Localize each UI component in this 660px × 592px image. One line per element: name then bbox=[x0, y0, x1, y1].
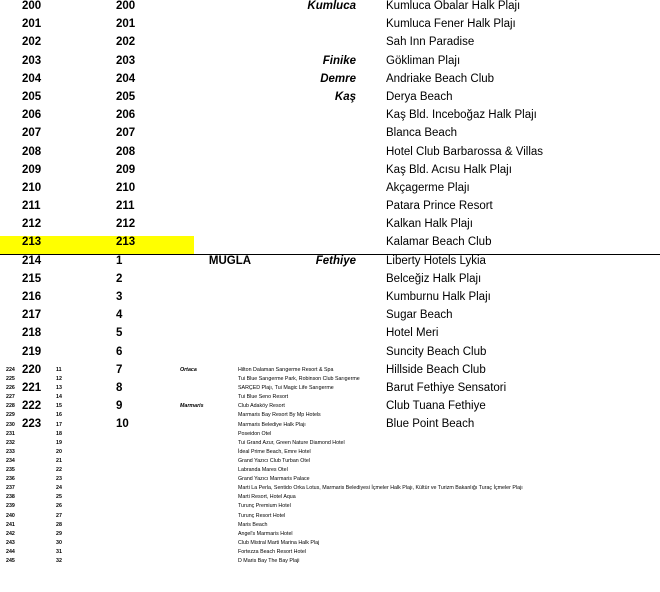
row-sequence-cell: 210 bbox=[116, 181, 136, 194]
row-sequence-cell: 201 bbox=[116, 18, 136, 31]
row-sequence-cell: 16 bbox=[56, 412, 62, 419]
row-district-cell: Ortaca bbox=[180, 367, 197, 373]
table-row bbox=[0, 164, 660, 182]
row-district-cell: Fethiye bbox=[315, 255, 356, 268]
table-row bbox=[0, 55, 660, 73]
row-province-cell bbox=[194, 327, 266, 345]
row-province-cell bbox=[148, 384, 180, 393]
row-sequence-cell: 213 bbox=[94, 236, 194, 254]
row-facility-cell: Club Mistral Marti Marina Halk Plaj bbox=[238, 539, 320, 546]
row-number-cell: 206 bbox=[22, 109, 42, 122]
row-number-cell: 240 bbox=[6, 512, 15, 519]
row-facility-cell: Turunç Premium Hotel bbox=[238, 503, 291, 510]
table-row bbox=[0, 346, 660, 364]
row-facility-cell: Kumburnu Halk Plajı bbox=[386, 291, 491, 303]
row-sequence-cell: 19 bbox=[56, 439, 62, 446]
row-sequence-cell: 202 bbox=[116, 36, 136, 49]
table-row bbox=[0, 36, 660, 54]
row-number-cell: 228 bbox=[6, 403, 15, 410]
row-number-cell: 239 bbox=[6, 503, 15, 510]
row-district-cell bbox=[266, 127, 364, 145]
row-province-cell bbox=[148, 393, 180, 402]
row-number-cell: 221 bbox=[22, 381, 42, 394]
row-sequence-cell: 1 bbox=[116, 255, 123, 268]
table-row bbox=[0, 375, 660, 384]
row-facility-cell: Blanca Beach bbox=[386, 127, 457, 140]
row-facility-cell: Kalkan Halk Plajı bbox=[386, 218, 473, 231]
row-facility-cell: Poseidon Otel bbox=[238, 430, 272, 437]
row-district-cell bbox=[180, 384, 238, 393]
row-number-cell: 219 bbox=[22, 345, 42, 358]
table-row bbox=[0, 127, 660, 145]
row-district-cell bbox=[266, 146, 364, 164]
row-province-cell bbox=[194, 18, 266, 36]
row-sequence-cell: 24 bbox=[56, 485, 62, 492]
row-province-cell bbox=[194, 218, 266, 236]
row-number-cell: 218 bbox=[22, 327, 42, 340]
table-row bbox=[0, 430, 660, 439]
row-number-cell: 205 bbox=[22, 90, 42, 103]
row-number-cell: 236 bbox=[6, 476, 15, 483]
beach-facilities-table-lower bbox=[0, 363, 660, 566]
row-province-cell bbox=[148, 557, 180, 566]
row-sequence-cell: 203 bbox=[116, 54, 136, 67]
row-number-cell: 201 bbox=[22, 18, 42, 31]
row-province-cell bbox=[148, 375, 180, 384]
row-district-cell: Kaş bbox=[334, 90, 356, 103]
row-number-cell: 229 bbox=[6, 412, 15, 419]
table-row bbox=[0, 439, 660, 448]
row-province-cell bbox=[148, 411, 180, 420]
row-district-cell bbox=[266, 309, 364, 327]
table-row bbox=[0, 146, 660, 164]
row-province-cell bbox=[148, 366, 180, 375]
table-row bbox=[0, 521, 660, 530]
table-row bbox=[0, 200, 660, 218]
row-number-cell: 238 bbox=[6, 494, 15, 501]
row-sequence-cell: 209 bbox=[116, 163, 136, 176]
row-district-cell bbox=[180, 411, 238, 420]
row-facility-cell: Barut Fethiye Sensatori bbox=[386, 381, 507, 394]
row-facility-cell: Hilton Dalaman Sarıgerme Resort & Spa bbox=[238, 367, 334, 373]
table-row bbox=[0, 18, 660, 36]
row-number-cell: 208 bbox=[22, 145, 42, 158]
row-sequence-cell: 207 bbox=[116, 127, 136, 140]
row-facility-cell: İdeal Prime Beach, Emre Hotel bbox=[238, 448, 311, 455]
lower-table-section bbox=[0, 363, 660, 566]
row-facility-cell: Club Adaköy Resort bbox=[238, 403, 285, 410]
row-sequence-cell: 200 bbox=[116, 0, 136, 12]
row-sequence-cell: 205 bbox=[116, 90, 136, 103]
row-facility-cell: SARÇED Plajı, Tui Magic Life Sarıgerme bbox=[238, 385, 334, 392]
row-facility-cell: Kaş Bld. Acısu Halk Plajı bbox=[386, 163, 512, 176]
row-facility-cell: Grand Yazıcı Club Turban Otel bbox=[238, 457, 310, 464]
row-sequence-cell: 3 bbox=[116, 291, 123, 303]
row-province-cell bbox=[194, 291, 266, 309]
row-number-cell: 245 bbox=[6, 557, 15, 564]
row-district-cell bbox=[180, 439, 238, 448]
row-number-cell: 226 bbox=[6, 385, 15, 392]
row-province-cell bbox=[194, 164, 266, 182]
row-facility-cell: Sah Inn Paradise bbox=[386, 36, 475, 49]
row-district-cell bbox=[180, 475, 238, 484]
row-sequence-cell: 14 bbox=[56, 394, 62, 401]
row-number-cell: 237 bbox=[6, 485, 15, 492]
row-sequence-cell: 208 bbox=[116, 145, 136, 158]
table-row bbox=[0, 91, 660, 109]
row-district-cell bbox=[180, 548, 238, 557]
row-province-cell bbox=[148, 539, 180, 548]
table-row bbox=[0, 327, 660, 345]
table-row bbox=[0, 0, 660, 18]
row-number-cell: 241 bbox=[6, 521, 15, 528]
row-number-cell: 227 bbox=[6, 394, 15, 401]
row-number-cell: 213 bbox=[0, 236, 94, 254]
row-province-cell: MUĞLA bbox=[208, 255, 252, 268]
row-district-cell bbox=[180, 457, 238, 466]
row-sequence-cell: 28 bbox=[56, 521, 62, 528]
row-facility-cell: Kumluca Obalar Halk Plajı bbox=[386, 0, 521, 12]
row-facility-cell: Blue Point Beach bbox=[386, 418, 475, 431]
table-row bbox=[0, 421, 660, 430]
row-district-cell bbox=[180, 521, 238, 530]
row-province-cell bbox=[194, 73, 266, 91]
row-province-cell bbox=[194, 109, 266, 127]
row-district-cell: Demre bbox=[320, 72, 356, 85]
lower-table-body bbox=[0, 363, 660, 566]
row-sequence-cell: 15 bbox=[56, 403, 62, 410]
row-province-cell bbox=[194, 91, 266, 109]
row-facility-cell: Patara Prince Resort bbox=[386, 200, 493, 213]
row-district-cell bbox=[180, 375, 238, 384]
row-district-cell bbox=[180, 421, 238, 430]
row-number-cell: 235 bbox=[6, 467, 15, 474]
row-sequence-cell: 20 bbox=[56, 448, 62, 455]
table-row bbox=[0, 539, 660, 548]
row-district-cell bbox=[266, 291, 364, 309]
table-row bbox=[0, 466, 660, 475]
row-province-cell bbox=[194, 55, 266, 73]
row-sequence-cell: 13 bbox=[56, 385, 62, 392]
row-sequence-cell: 21 bbox=[56, 457, 62, 464]
row-facility-cell: Belceğiz Halk Plajı bbox=[386, 272, 482, 285]
row-facility-cell: Grand Yazıcı Marmaris Palace bbox=[238, 476, 310, 483]
row-district-cell bbox=[180, 539, 238, 548]
row-province-cell bbox=[194, 346, 266, 364]
table-row bbox=[0, 236, 660, 254]
row-district-cell bbox=[180, 430, 238, 439]
table-row bbox=[0, 512, 660, 521]
row-number-cell: 214 bbox=[22, 255, 42, 268]
row-facility-cell: Hotel Club Barbarossa & Villas bbox=[386, 145, 544, 158]
row-district-cell: Kumluca bbox=[307, 0, 356, 12]
row-sequence-cell: 26 bbox=[56, 503, 62, 510]
row-province-cell bbox=[194, 127, 266, 145]
row-number-cell: 230 bbox=[6, 421, 15, 428]
row-number-cell: 224 bbox=[6, 367, 15, 373]
row-sequence-cell: 2 bbox=[116, 272, 123, 285]
table-row bbox=[0, 530, 660, 539]
row-facility-cell: Marti Resort, Hotel Aqua bbox=[238, 494, 296, 501]
row-district-cell bbox=[180, 530, 238, 539]
row-district-cell bbox=[180, 502, 238, 511]
table-row bbox=[0, 411, 660, 420]
table-row bbox=[0, 548, 660, 557]
row-sequence-cell: 9 bbox=[116, 400, 123, 413]
row-province-cell bbox=[194, 146, 266, 164]
row-facility-cell: Fortezza Beach Resort Hotel bbox=[238, 548, 307, 555]
row-district-cell bbox=[180, 393, 238, 402]
row-sequence-cell: 206 bbox=[116, 109, 136, 122]
row-number-cell: 242 bbox=[6, 530, 15, 537]
row-province-cell bbox=[148, 548, 180, 557]
row-province-cell bbox=[148, 457, 180, 466]
row-number-cell: 231 bbox=[6, 430, 15, 437]
row-number-cell: 210 bbox=[22, 181, 42, 194]
row-facility-cell: Kaş Bld. İnceboğaz Halk Plajı bbox=[386, 109, 537, 122]
row-district-cell bbox=[180, 484, 238, 493]
row-sequence-cell: 32 bbox=[56, 557, 62, 564]
table-row bbox=[0, 309, 660, 327]
row-district-cell bbox=[180, 557, 238, 566]
row-facility-cell: Angel's Marmaris Hotel bbox=[238, 530, 293, 537]
row-facility-cell: Sugar Beach bbox=[386, 309, 453, 322]
row-facility-cell: Akçagerme Plajı bbox=[386, 181, 470, 194]
row-facility-cell: Suncity Beach Club bbox=[386, 345, 487, 358]
row-facility-cell: Marti La Perla, Sentido Orka Lotus, Marmaris Belediyesi İçmeler Halk Plajı, Kültür ve Turizm Bakanlığı Turaç İçmeler Plajı bbox=[238, 485, 523, 492]
row-sequence-cell: 8 bbox=[116, 381, 123, 394]
row-sequence-cell: 204 bbox=[116, 72, 136, 85]
row-number-cell: 211 bbox=[22, 200, 41, 213]
row-number-cell: 222 bbox=[22, 400, 42, 413]
row-province-cell bbox=[148, 502, 180, 511]
row-number-cell: 234 bbox=[6, 457, 15, 464]
row-district-cell bbox=[180, 493, 238, 502]
row-sequence-cell: 23 bbox=[56, 476, 62, 483]
row-number-cell: 202 bbox=[22, 36, 42, 49]
row-district-cell: Marmaris bbox=[180, 403, 204, 410]
row-sequence-cell: 6 bbox=[116, 345, 123, 358]
table-row bbox=[0, 255, 660, 273]
row-province-cell bbox=[148, 466, 180, 475]
row-province-cell bbox=[148, 512, 180, 521]
row-district-cell bbox=[266, 236, 364, 254]
row-district-cell: Finike bbox=[322, 54, 356, 67]
row-province-cell bbox=[148, 484, 180, 493]
row-sequence-cell: 211 bbox=[116, 200, 135, 213]
row-number-cell: 223 bbox=[22, 418, 42, 431]
row-sequence-cell: 5 bbox=[116, 327, 123, 340]
row-province-cell bbox=[148, 521, 180, 530]
row-number-cell: 203 bbox=[22, 54, 42, 67]
row-facility-cell: Hillside Beach Club bbox=[386, 363, 486, 376]
row-district-cell bbox=[266, 218, 364, 236]
row-number-cell: 233 bbox=[6, 448, 15, 455]
table-row bbox=[0, 502, 660, 511]
row-facility-cell: Tui Grand Azur, Green Nature Diamond Hotel bbox=[238, 439, 345, 446]
row-facility-cell: Club Tuana Fethiye bbox=[386, 400, 486, 413]
table-row bbox=[0, 484, 660, 493]
row-sequence-cell: 27 bbox=[56, 512, 62, 519]
table-row bbox=[0, 366, 660, 375]
row-number-cell: 209 bbox=[22, 163, 42, 176]
row-number-cell: 217 bbox=[22, 309, 42, 322]
row-province-cell bbox=[148, 421, 180, 430]
table-row bbox=[0, 457, 660, 466]
table-row bbox=[0, 393, 660, 402]
row-facility-cell: Hotel Meri bbox=[386, 327, 439, 340]
row-province-cell bbox=[148, 493, 180, 502]
row-sequence-cell: 30 bbox=[56, 539, 62, 546]
row-district-cell bbox=[180, 448, 238, 457]
row-district-cell bbox=[266, 273, 364, 291]
row-sequence-cell: 31 bbox=[56, 548, 62, 555]
row-facility-cell: Marmaris Belediye Halk Plajı bbox=[238, 421, 306, 428]
row-province-cell bbox=[194, 36, 266, 54]
row-number-cell: 200 bbox=[22, 0, 42, 12]
row-district-cell bbox=[266, 36, 364, 54]
table-row bbox=[0, 557, 660, 566]
row-district-cell bbox=[266, 109, 364, 127]
row-district-cell bbox=[180, 512, 238, 521]
table-row bbox=[0, 218, 660, 236]
row-facility-cell: Maris Beach bbox=[238, 521, 268, 528]
row-number-cell: 215 bbox=[22, 272, 42, 285]
row-facility-cell: Tui Blue Seno Resort bbox=[238, 394, 289, 401]
row-number-cell: 225 bbox=[6, 376, 15, 383]
row-number-cell: 232 bbox=[6, 439, 15, 446]
row-sequence-cell: 10 bbox=[116, 418, 129, 431]
row-facility-cell: Labranda Mares Otel bbox=[238, 467, 288, 474]
row-province-cell bbox=[194, 200, 266, 218]
row-facility-cell: Kumluca Fener Halk Plajı bbox=[386, 18, 516, 31]
table-row bbox=[0, 273, 660, 291]
row-number-cell: 207 bbox=[22, 127, 42, 140]
row-facility-cell: Tui Blue Sarıgerme Park, Robinson Club Sarıgerme bbox=[238, 376, 360, 383]
row-facility-cell: Liberty Hotels Lykia bbox=[386, 255, 486, 268]
row-facility-cell: Kalamar Beach Club bbox=[364, 236, 660, 254]
row-number-cell: 212 bbox=[22, 218, 42, 231]
row-province-cell bbox=[194, 309, 266, 327]
row-sequence-cell: 11 bbox=[56, 367, 62, 373]
row-sequence-cell: 18 bbox=[56, 430, 62, 437]
row-province-cell bbox=[148, 402, 180, 411]
table-row bbox=[0, 475, 660, 484]
row-province-cell bbox=[148, 448, 180, 457]
table-row bbox=[0, 384, 660, 393]
row-number-cell: 204 bbox=[22, 72, 42, 85]
row-district-cell bbox=[266, 18, 364, 36]
row-facility-cell: Gökliman Plajı bbox=[386, 54, 461, 67]
row-province-cell bbox=[194, 0, 266, 18]
row-sequence-cell: 12 bbox=[56, 376, 62, 383]
row-facility-cell: Derya Beach bbox=[386, 90, 453, 103]
row-number-cell: 220 bbox=[22, 363, 42, 376]
row-sequence-cell: 4 bbox=[116, 309, 123, 322]
row-number-cell: 216 bbox=[22, 291, 42, 303]
row-number-cell: 244 bbox=[6, 548, 15, 555]
row-sequence-cell: 29 bbox=[56, 530, 62, 537]
row-facility-cell: Marmaris Bay Resort By Mp Hotels bbox=[238, 412, 321, 419]
row-district-cell bbox=[266, 346, 364, 364]
row-sequence-cell: 17 bbox=[56, 421, 62, 428]
table-row bbox=[0, 182, 660, 200]
table-row bbox=[0, 291, 660, 309]
row-facility-cell: Andriake Beach Club bbox=[386, 72, 495, 85]
row-sequence-cell: 7 bbox=[116, 363, 123, 376]
row-province-cell bbox=[194, 236, 266, 254]
row-province-cell bbox=[148, 475, 180, 484]
row-province-cell bbox=[194, 182, 266, 200]
row-province-cell bbox=[148, 439, 180, 448]
row-facility-cell: D Maris Bay The Bay Plaji bbox=[238, 557, 300, 564]
row-province-cell bbox=[194, 273, 266, 291]
row-district-cell bbox=[266, 327, 364, 345]
row-sequence-cell: 212 bbox=[116, 218, 136, 231]
table-row bbox=[0, 109, 660, 127]
table-row bbox=[0, 402, 660, 411]
row-number-cell: 243 bbox=[6, 539, 15, 546]
table-row bbox=[0, 73, 660, 91]
row-district-cell bbox=[266, 164, 364, 182]
row-district-cell bbox=[266, 200, 364, 218]
table-row bbox=[0, 493, 660, 502]
row-district-cell bbox=[180, 466, 238, 475]
row-district-cell bbox=[266, 182, 364, 200]
table-row bbox=[0, 448, 660, 457]
row-province-cell bbox=[148, 430, 180, 439]
row-sequence-cell: 25 bbox=[56, 494, 62, 501]
row-province-cell bbox=[148, 530, 180, 539]
row-sequence-cell: 22 bbox=[56, 467, 62, 474]
row-facility-cell: Turunç Resort Hotel bbox=[238, 512, 286, 519]
